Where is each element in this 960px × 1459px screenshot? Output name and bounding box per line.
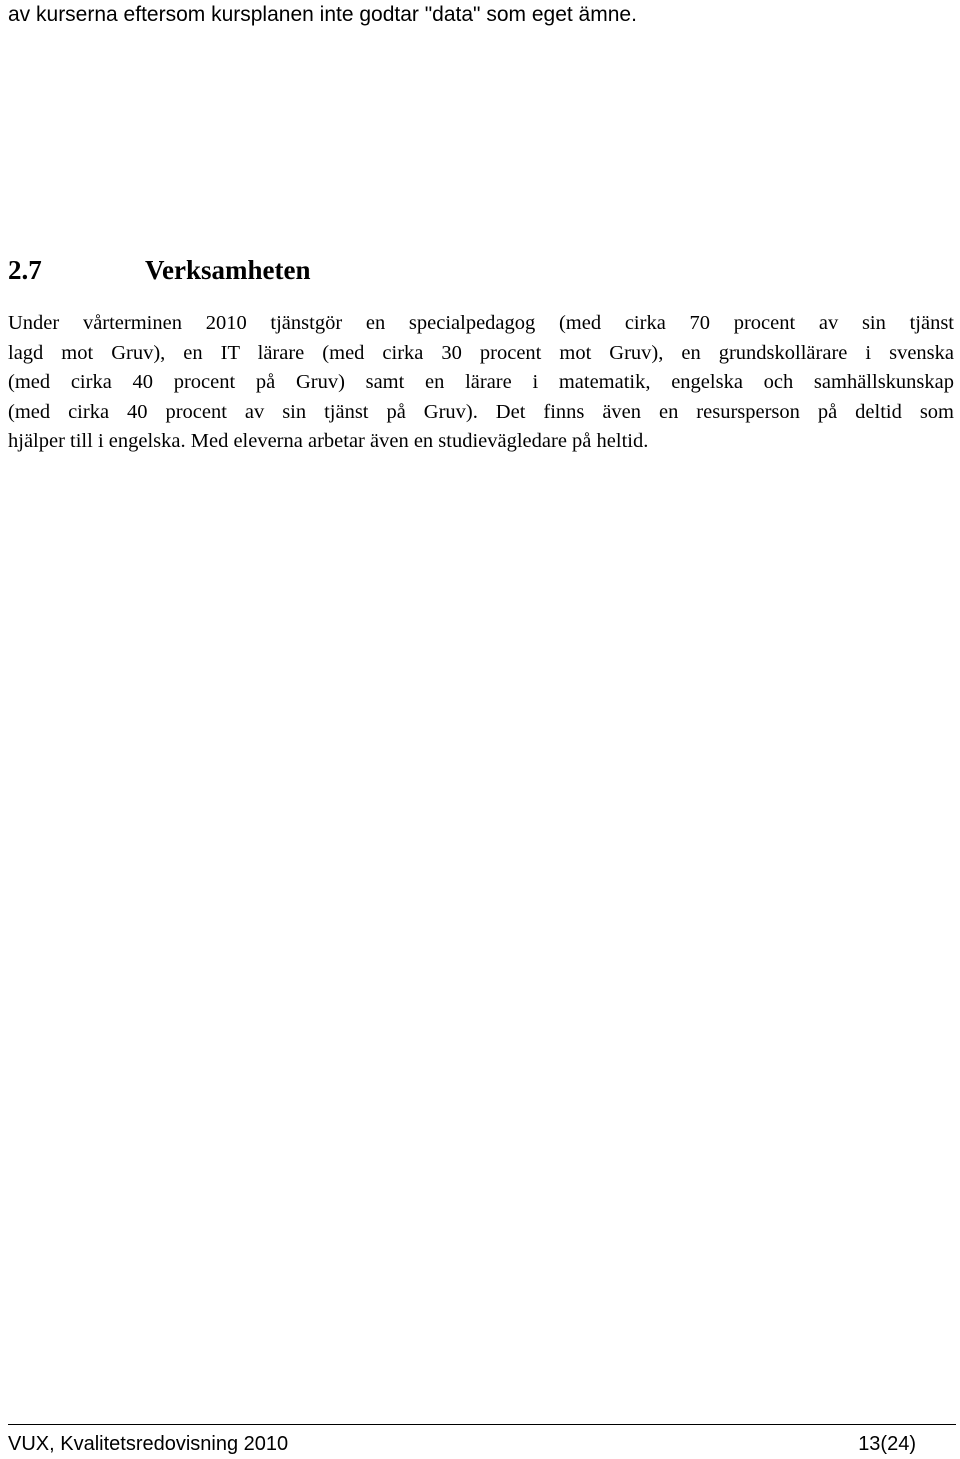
footer-page-number: 13(24) [858,1433,916,1455]
previous-page-continuation-text: av kurserna eftersom kursplanen inte godtar "data" som eget ämne. [8,3,637,26]
section-heading [8,254,948,286]
paragraph-line: (med cirka 40 procent på Gruv) samt en lärare i matematik, engelska och samhällskunskap [8,371,954,393]
paragraph-line: Under vårterminen 2010 tjänstgör en specialpedagog (med cirka 70 procent av sin tjänst [8,312,954,334]
section-title: Verksamheten [145,255,311,285]
section-paragraph [8,309,954,457]
section-number: 2.7 [8,255,42,285]
footer-document-title: VUX, Kvalitetsredovisning 2010 [8,1433,289,1455]
paragraph-line: hjälper till i engelska. Med eleverna arbetar även en studievägledare på heltid. [8,430,649,452]
page-footer [8,1424,956,1456]
paragraph-line: (med cirka 40 procent av sin tjänst på Gruv). Det finns även en resursperson på deltid som [8,400,954,423]
paragraph-line: lagd mot Gruv), en IT lärare (med cirka 30 procent mot Gruv), en grundskollärare i svenska [8,341,954,364]
